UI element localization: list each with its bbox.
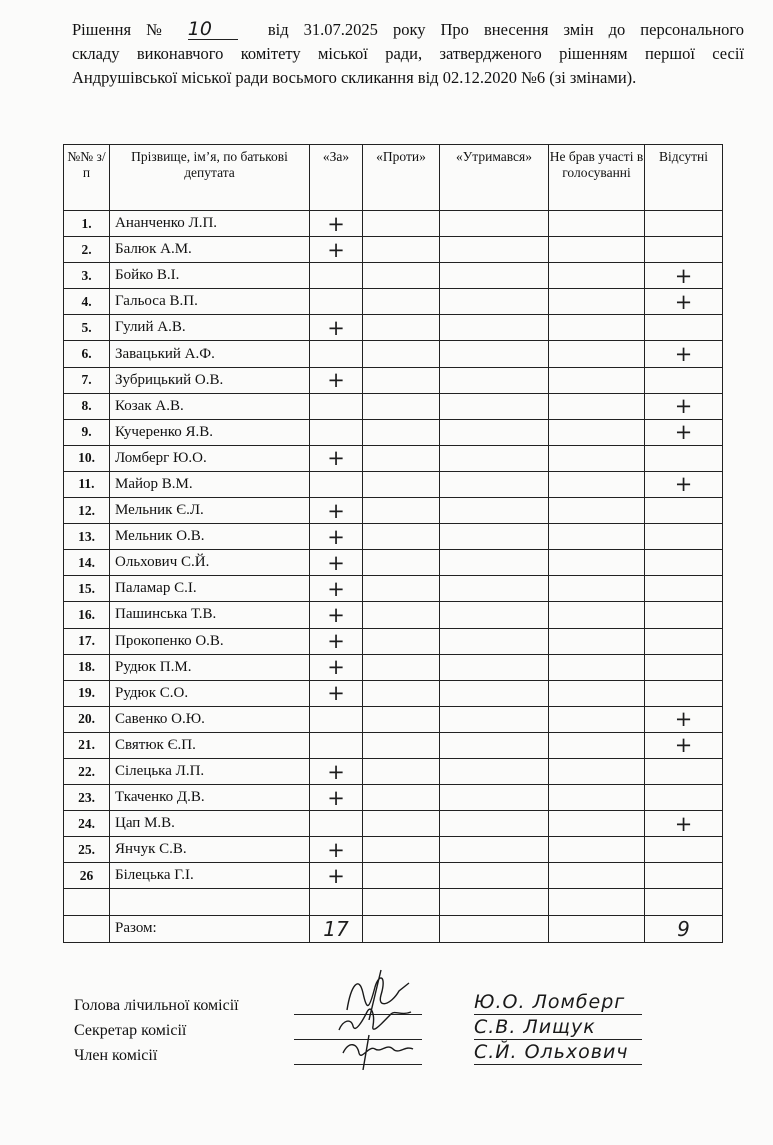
vote-for-mark: + <box>310 367 363 393</box>
voting-table <box>63 144 723 943</box>
row-number: 16. <box>64 602 110 628</box>
vote-abstained-cell <box>440 237 549 263</box>
vote-against-cell <box>363 680 440 706</box>
vote-for-mark: + <box>310 628 363 654</box>
vote-abstained-cell <box>440 315 549 341</box>
table-header-row <box>64 145 723 211</box>
table-row <box>64 498 723 524</box>
not-voting-cell <box>549 811 645 837</box>
row-number: 9. <box>64 419 110 445</box>
vote-for-mark <box>310 811 363 837</box>
absent-mark <box>645 315 723 341</box>
cell-empty <box>440 889 549 915</box>
row-number: 3. <box>64 263 110 289</box>
secretary-label: Секретар комісії <box>74 1022 187 1039</box>
vote-abstained-cell <box>440 289 549 315</box>
table-row <box>64 758 723 784</box>
vote-against-cell <box>363 602 440 628</box>
not-voting-cell <box>549 758 645 784</box>
absent-mark <box>645 237 723 263</box>
table-row <box>64 471 723 497</box>
not-voting-cell <box>549 602 645 628</box>
col-not-voting: Не брав участі в голосуванні <box>549 145 645 211</box>
not-voting-cell <box>549 550 645 576</box>
row-number: 12. <box>64 498 110 524</box>
header-line-2: складу виконавчого комітету міської ради, затвердженого рішенням першої сесії <box>72 44 744 63</box>
vote-for-mark: + <box>310 863 363 889</box>
not-voting-cell <box>549 289 645 315</box>
deputy-name: Ананченко Л.П. <box>110 211 310 237</box>
row-number: 23. <box>64 785 110 811</box>
vote-abstained-cell <box>440 419 549 445</box>
row-number: 6. <box>64 341 110 367</box>
vote-abstained-cell <box>440 732 549 758</box>
not-voting-cell <box>549 654 645 680</box>
deputy-name: Балюк А.М. <box>110 237 310 263</box>
deputy-name: Гулий А.В. <box>110 315 310 341</box>
decision-number: 10 <box>188 19 238 40</box>
vote-against-cell <box>363 341 440 367</box>
row-number: 14. <box>64 550 110 576</box>
vote-against-cell <box>363 211 440 237</box>
cell-empty <box>645 889 723 915</box>
row-number: 21. <box>64 732 110 758</box>
deputy-name: Мельник Є.Л. <box>110 498 310 524</box>
deputy-name: Бойко В.І. <box>110 263 310 289</box>
vote-against-cell <box>363 524 440 550</box>
absent-mark <box>645 602 723 628</box>
deputy-name: Прокопенко О.В. <box>110 628 310 654</box>
absent-mark: + <box>645 419 723 445</box>
cell-empty <box>440 915 549 942</box>
row-number: 15. <box>64 576 110 602</box>
chair-name: Ю.О. Ломберг <box>474 991 626 1013</box>
absent-mark <box>645 785 723 811</box>
vote-abstained-cell <box>440 341 549 367</box>
row-number: 7. <box>64 367 110 393</box>
chair-label: Голова лічильної комісії <box>74 997 239 1014</box>
vote-against-cell <box>363 758 440 784</box>
table-row <box>64 785 723 811</box>
cell-empty <box>363 889 440 915</box>
cell-empty <box>549 889 645 915</box>
vote-against-cell <box>363 498 440 524</box>
absent-mark <box>645 211 723 237</box>
deputy-name: Ткаченко Д.В. <box>110 785 310 811</box>
vote-against-cell <box>363 732 440 758</box>
absent-mark <box>645 550 723 576</box>
absent-mark <box>645 863 723 889</box>
vote-abstained-cell <box>440 706 549 732</box>
vote-for-mark: + <box>310 758 363 784</box>
not-voting-cell <box>549 211 645 237</box>
deputy-name: Ольхович С.Й. <box>110 550 310 576</box>
not-voting-cell <box>549 837 645 863</box>
not-voting-cell <box>549 315 645 341</box>
absent-mark: + <box>645 341 723 367</box>
row-number: 26 <box>64 863 110 889</box>
table-row <box>64 863 723 889</box>
vote-abstained-cell <box>440 680 549 706</box>
vote-abstained-cell <box>440 837 549 863</box>
deputy-name: Майор В.М. <box>110 471 310 497</box>
row-number: 18. <box>64 654 110 680</box>
table-row <box>64 550 723 576</box>
vote-abstained-cell <box>440 524 549 550</box>
voting-table-body <box>64 211 723 889</box>
table-row <box>64 602 723 628</box>
vote-against-cell <box>363 706 440 732</box>
deputy-name: Завацький А.Ф. <box>110 341 310 367</box>
name-line <box>474 1039 642 1040</box>
vote-abstained-cell <box>440 550 549 576</box>
member-label: Член комісії <box>74 1047 158 1064</box>
table-row <box>64 419 723 445</box>
secretary-name: С.В. Лищук <box>474 1016 596 1038</box>
vote-for-mark: + <box>310 524 363 550</box>
deputy-name: Святюк Є.П. <box>110 732 310 758</box>
table-row <box>64 367 723 393</box>
vote-against-cell <box>363 863 440 889</box>
vote-for-mark: + <box>310 602 363 628</box>
vote-against-cell <box>363 393 440 419</box>
vote-abstained-cell <box>440 628 549 654</box>
table-row <box>64 289 723 315</box>
not-voting-cell <box>549 576 645 602</box>
vote-for-mark <box>310 263 363 289</box>
absent-mark <box>645 445 723 471</box>
vote-against-cell <box>363 419 440 445</box>
cell-empty <box>310 889 363 915</box>
not-voting-cell <box>549 445 645 471</box>
deputy-name: Гальоса В.П. <box>110 289 310 315</box>
vote-abstained-cell <box>440 471 549 497</box>
absent-mark: + <box>645 811 723 837</box>
handwritten-signature <box>329 1015 419 1070</box>
not-voting-cell <box>549 706 645 732</box>
vote-abstained-cell <box>440 211 549 237</box>
row-number: 11. <box>64 471 110 497</box>
absent-mark <box>645 498 723 524</box>
vote-against-cell <box>363 811 440 837</box>
deputy-name: Янчук С.В. <box>110 837 310 863</box>
row-number: 22. <box>64 758 110 784</box>
absent-mark <box>645 654 723 680</box>
table-row <box>64 680 723 706</box>
table-row <box>64 211 723 237</box>
vote-against-cell <box>363 837 440 863</box>
absent-mark: + <box>645 706 723 732</box>
table-row <box>64 811 723 837</box>
vote-abstained-cell <box>440 654 549 680</box>
total-for: 17 <box>310 915 363 942</box>
row-number: 13. <box>64 524 110 550</box>
row-number: 10. <box>64 445 110 471</box>
table-row-empty <box>64 889 723 915</box>
name-line <box>474 1014 642 1015</box>
cell-empty <box>64 915 110 942</box>
table-row <box>64 237 723 263</box>
deputy-name: Мельник О.В. <box>110 524 310 550</box>
decision-header <box>72 18 744 90</box>
col-against: «Проти» <box>363 145 440 211</box>
vote-for-mark: + <box>310 654 363 680</box>
header-line-1 <box>72 18 744 42</box>
deputy-name: Сілецька Л.П. <box>110 758 310 784</box>
deputy-name: Кучеренко Я.В. <box>110 419 310 445</box>
vote-against-cell <box>363 263 440 289</box>
not-voting-cell <box>549 367 645 393</box>
table-row <box>64 576 723 602</box>
absent-mark <box>645 837 723 863</box>
row-number: 17. <box>64 628 110 654</box>
deputy-name: Ломберг Ю.О. <box>110 445 310 471</box>
cell-empty <box>549 915 645 942</box>
deputy-name: Козак А.В. <box>110 393 310 419</box>
cell-empty <box>110 889 310 915</box>
vote-against-cell <box>363 628 440 654</box>
row-number: 8. <box>64 393 110 419</box>
signature-row-member <box>74 1041 714 1070</box>
vote-abstained-cell <box>440 263 549 289</box>
not-voting-cell <box>549 863 645 889</box>
not-voting-cell <box>549 785 645 811</box>
absent-mark <box>645 758 723 784</box>
not-voting-cell <box>549 680 645 706</box>
vote-for-mark <box>310 706 363 732</box>
vote-for-mark <box>310 393 363 419</box>
deputy-name: Паламар С.І. <box>110 576 310 602</box>
col-abstained: «Утримався» <box>440 145 549 211</box>
vote-for-mark <box>310 732 363 758</box>
decision-date-subject: від 31.07.2025 року Про внесення змін до персонального <box>267 20 745 39</box>
table-row <box>64 445 723 471</box>
table-row <box>64 628 723 654</box>
vote-against-cell <box>363 367 440 393</box>
vote-abstained-cell <box>440 498 549 524</box>
vote-abstained-cell <box>440 445 549 471</box>
absent-mark: + <box>645 471 723 497</box>
deputy-name: Рудюк С.О. <box>110 680 310 706</box>
col-name: Прізвище, ім’я, по батькові депутата <box>110 145 310 211</box>
vote-against-cell <box>363 237 440 263</box>
deputy-name: Пашинська Т.В. <box>110 602 310 628</box>
absent-mark <box>645 367 723 393</box>
table-row <box>64 341 723 367</box>
vote-against-cell <box>363 289 440 315</box>
vote-against-cell <box>363 654 440 680</box>
not-voting-cell <box>549 237 645 263</box>
vote-for-mark: + <box>310 237 363 263</box>
table-row <box>64 706 723 732</box>
table-row <box>64 732 723 758</box>
vote-abstained-cell <box>440 602 549 628</box>
col-for: «За» <box>310 145 363 211</box>
total-label: Разом: <box>110 915 310 942</box>
vote-for-mark: + <box>310 211 363 237</box>
name-line <box>474 1064 642 1065</box>
vote-against-cell <box>363 315 440 341</box>
not-voting-cell <box>549 341 645 367</box>
vote-abstained-cell <box>440 393 549 419</box>
cell-empty <box>64 889 110 915</box>
absent-mark <box>645 524 723 550</box>
table-row <box>64 654 723 680</box>
deputy-name: Савенко О.Ю. <box>110 706 310 732</box>
signature-block <box>74 991 714 1070</box>
absent-mark <box>645 680 723 706</box>
table-row <box>64 263 723 289</box>
row-number: 20. <box>64 706 110 732</box>
vote-for-mark: + <box>310 680 363 706</box>
vote-for-mark: + <box>310 837 363 863</box>
table-row <box>64 315 723 341</box>
absent-mark: + <box>645 263 723 289</box>
member-name: С.Й. Ольхович <box>474 1041 629 1063</box>
total-absent: 9 <box>645 915 723 942</box>
vote-for-mark <box>310 419 363 445</box>
table-row <box>64 837 723 863</box>
vote-abstained-cell <box>440 758 549 784</box>
absent-mark <box>645 576 723 602</box>
not-voting-cell <box>549 263 645 289</box>
vote-abstained-cell <box>440 367 549 393</box>
row-number: 2. <box>64 237 110 263</box>
col-absent: Відсутні <box>645 145 723 211</box>
vote-abstained-cell <box>440 785 549 811</box>
vote-for-mark: + <box>310 785 363 811</box>
absent-mark: + <box>645 732 723 758</box>
vote-for-mark <box>310 341 363 367</box>
vote-for-mark: + <box>310 550 363 576</box>
not-voting-cell <box>549 393 645 419</box>
col-number: №№ з/п <box>64 145 110 211</box>
vote-against-cell <box>363 550 440 576</box>
vote-against-cell <box>363 445 440 471</box>
not-voting-cell <box>549 524 645 550</box>
not-voting-cell <box>549 471 645 497</box>
row-number: 5. <box>64 315 110 341</box>
cell-empty <box>363 915 440 942</box>
decision-label: Рішення № <box>72 20 173 39</box>
absent-mark <box>645 628 723 654</box>
vote-for-mark: + <box>310 576 363 602</box>
vote-for-mark <box>310 289 363 315</box>
row-number: 24. <box>64 811 110 837</box>
vote-abstained-cell <box>440 863 549 889</box>
not-voting-cell <box>549 419 645 445</box>
table-row <box>64 393 723 419</box>
vote-for-mark <box>310 471 363 497</box>
not-voting-cell <box>549 628 645 654</box>
not-voting-cell <box>549 732 645 758</box>
table-total-row <box>64 915 723 942</box>
deputy-name: Зубрицький О.В. <box>110 367 310 393</box>
header-line-3: Андрушівської міської ради восьмого скликання від 02.12.2020 №6 (зі змінами). <box>72 68 637 87</box>
absent-mark: + <box>645 393 723 419</box>
row-number: 1. <box>64 211 110 237</box>
vote-abstained-cell <box>440 576 549 602</box>
vote-against-cell <box>363 785 440 811</box>
table-row <box>64 524 723 550</box>
vote-for-mark: + <box>310 498 363 524</box>
not-voting-cell <box>549 498 645 524</box>
deputy-name: Білецька Г.І. <box>110 863 310 889</box>
row-number: 25. <box>64 837 110 863</box>
vote-against-cell <box>363 576 440 602</box>
vote-for-mark: + <box>310 315 363 341</box>
deputy-name: Рудюк П.М. <box>110 654 310 680</box>
vote-for-mark: + <box>310 445 363 471</box>
row-number: 4. <box>64 289 110 315</box>
vote-against-cell <box>363 471 440 497</box>
deputy-name: Цап М.В. <box>110 811 310 837</box>
vote-abstained-cell <box>440 811 549 837</box>
row-number: 19. <box>64 680 110 706</box>
absent-mark: + <box>645 289 723 315</box>
